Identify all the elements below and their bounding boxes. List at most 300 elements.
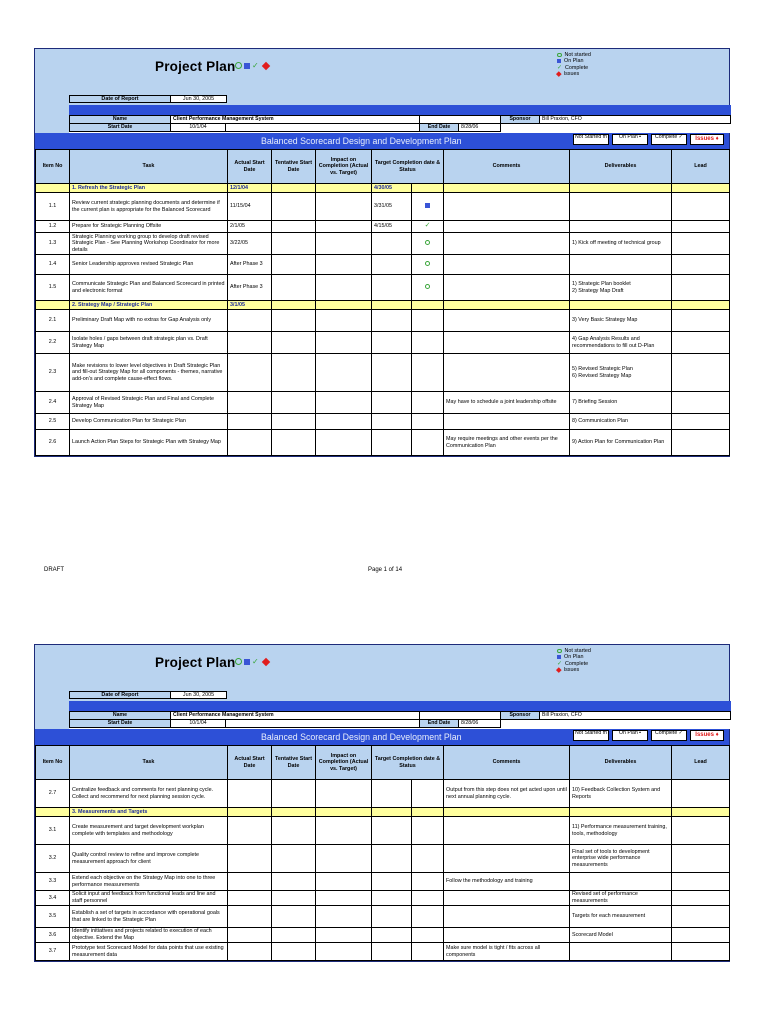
lead (672, 891, 730, 906)
item-no: 2.4 (36, 392, 70, 414)
not-started-icon (235, 62, 242, 69)
impact (316, 193, 372, 221)
blank-cell (225, 719, 420, 728)
status-cell (412, 414, 444, 430)
legend-on-plan: On Plan (564, 58, 584, 65)
banner-title: Balanced Scorecard Design and Development Plan (261, 136, 462, 146)
status-box-on-plan: On Plan ▪ (612, 134, 648, 145)
impact (316, 943, 372, 961)
lead (672, 817, 730, 845)
status-box-on-plan: On Plan ▪ (612, 730, 648, 741)
col-lead: Lead (672, 746, 730, 780)
lead (672, 193, 730, 221)
comments: Make sure model is tight / fits across all components (444, 943, 570, 961)
lead (672, 310, 730, 332)
section-target: 4/30/05 (372, 184, 412, 193)
impact (316, 310, 372, 332)
deliverables: Targets for each measurement (570, 906, 672, 928)
status-cell (412, 780, 444, 808)
section-blank (672, 301, 730, 310)
tentative-start (272, 275, 316, 301)
complete-icon: ✓ (424, 222, 431, 230)
section-row (36, 301, 730, 310)
status-cell (412, 891, 444, 906)
on-plan-icon (244, 659, 250, 665)
legend-not-started: Not started (564, 52, 591, 58)
status-cell (412, 845, 444, 873)
item-no: 2.1 (36, 310, 70, 332)
status-cell (412, 430, 444, 456)
item-no: 3.5 (36, 906, 70, 928)
table-row (36, 233, 730, 255)
sheet-header (35, 49, 729, 149)
item-no: 1.4 (36, 255, 70, 275)
section-actual-start: 12/1/04 (228, 184, 272, 193)
not-started-icon (425, 240, 430, 245)
project-plan-sheet-2 (34, 644, 730, 962)
legend-issues: Issues (563, 70, 580, 77)
task-text: Launch Action Plan Steps for Strategic Plan with Strategy Map (70, 430, 228, 456)
lead (672, 873, 730, 891)
item-no: 2.6 (36, 430, 70, 456)
impact (316, 275, 372, 301)
task-text: Approval of Revised Strategic Plan and Final and Complete Strategy Map (70, 392, 228, 414)
target-date (372, 332, 412, 354)
task-text: Extend each objective on the Strategy Map into one to three performance measurements (70, 873, 228, 891)
col-deliverables: Deliverables (570, 150, 672, 184)
not-started-icon (557, 53, 562, 58)
date-of-report-value: Jun 30, 2005 (171, 691, 227, 699)
col-target-completion: Target Completion date & Status (372, 150, 444, 184)
date-of-report-label: Date of Report (69, 95, 171, 103)
banner (35, 729, 729, 745)
status-cell (412, 193, 444, 221)
tentative-start (272, 354, 316, 392)
date-of-report-row (69, 691, 227, 699)
date-of-report-value: Jun 30, 2005 (171, 95, 227, 103)
status-cell (412, 310, 444, 332)
actual-start (228, 817, 272, 845)
target-date (372, 414, 412, 430)
not-started-icon (557, 649, 562, 654)
target-date: 3/31/05 (372, 193, 412, 221)
tentative-start (272, 193, 316, 221)
impact (316, 255, 372, 275)
comments (444, 817, 570, 845)
task-rows (36, 780, 730, 961)
status-boxes (573, 730, 724, 741)
sheet-header (35, 645, 729, 745)
target-date (372, 255, 412, 275)
tentative-start (272, 891, 316, 906)
deliverables: 3) Very Basic Strategy Map (570, 310, 672, 332)
tentative-start (272, 430, 316, 456)
target-date (372, 906, 412, 928)
section-title: 3. Measurements and Targets (70, 808, 228, 817)
name-label: Name (69, 711, 171, 720)
actual-start (228, 891, 272, 906)
section-blank (444, 808, 570, 817)
lead (672, 255, 730, 275)
deliverables: 11) Performance measurement training, tools, methodology (570, 817, 672, 845)
tentative-start (272, 414, 316, 430)
item-no: 1.3 (36, 233, 70, 255)
tentative-start (272, 906, 316, 928)
lead (672, 906, 730, 928)
project-plan-sheet-1 (34, 48, 730, 457)
lead (672, 845, 730, 873)
lead (672, 943, 730, 961)
end-date-value: 8/28/06 (458, 719, 501, 728)
actual-start (228, 310, 272, 332)
start-date-label: Start Date (69, 719, 171, 728)
status-box-issues: Issues ♦ (690, 730, 724, 741)
actual-start: 3/22/05 (228, 233, 272, 255)
col-target-completion: Target Completion date & Status (372, 746, 444, 780)
sponsor-value: Bill Praxion, CFO (539, 115, 731, 124)
not-started-icon (235, 658, 242, 665)
section-blank (272, 808, 316, 817)
table-row (36, 332, 730, 354)
lead (672, 275, 730, 301)
blank-cell (225, 123, 420, 132)
item-no: 2.2 (36, 332, 70, 354)
target-date (372, 430, 412, 456)
impact (316, 780, 372, 808)
not-started-icon (425, 261, 430, 266)
tentative-start (272, 392, 316, 414)
actual-start: 2/1/05 (228, 221, 272, 233)
col-comments: Comments (444, 746, 570, 780)
start-date-label: Start Date (69, 123, 171, 132)
banner (35, 133, 729, 149)
on-plan-icon (557, 655, 561, 659)
on-plan-icon (425, 203, 430, 208)
column-headers (36, 150, 730, 184)
section-row (36, 808, 730, 817)
section-blank (444, 184, 570, 193)
actual-start (228, 928, 272, 943)
deliverables (570, 255, 672, 275)
status-box-not-started: Not Started m (573, 134, 609, 145)
table-row (36, 392, 730, 414)
task-text: Review current strategic planning documents and determine if the current plan is appropriate for the Balanced Scorecard (70, 193, 228, 221)
comments (444, 845, 570, 873)
tentative-start (272, 255, 316, 275)
page-title: Project Plan (155, 655, 236, 670)
section-blank (570, 184, 672, 193)
on-plan-icon (244, 63, 250, 69)
tentative-start (272, 221, 316, 233)
status-box-complete: Complete ✓ (651, 134, 687, 145)
table-row (36, 817, 730, 845)
task-table (35, 149, 730, 456)
comments (444, 891, 570, 906)
col-task: Task (70, 150, 228, 184)
deliverables (570, 193, 672, 221)
section-row (36, 184, 730, 193)
task-text: Senior Leadership approves revised Strategic Plan (70, 255, 228, 275)
section-blank (316, 301, 372, 310)
complete-icon: ✓ (557, 660, 563, 667)
comments: Follow the methodology and training (444, 873, 570, 891)
actual-start (228, 906, 272, 928)
status-legend (557, 648, 591, 673)
task-text: Quality control review to refine and improve complete measurement approach for client (70, 845, 228, 873)
task-text: Prototype test Scorecard Model for data points that use existing measurement data (70, 943, 228, 961)
task-rows (36, 184, 730, 456)
sponsor-value: Bill Praxion, CFO (539, 711, 731, 720)
col-deliverables: Deliverables (570, 746, 672, 780)
legend-not-started: Not started (564, 648, 591, 654)
target-date (372, 845, 412, 873)
impact (316, 221, 372, 233)
tentative-start (272, 817, 316, 845)
table-row (36, 354, 730, 392)
table-row (36, 928, 730, 943)
item-no: 1.5 (36, 275, 70, 301)
item-no: 2.5 (36, 414, 70, 430)
status-box-complete: Complete ✓ (651, 730, 687, 741)
legend-issues: Issues (563, 666, 580, 673)
impact (316, 430, 372, 456)
comments: May require meetings and other events per the Communication Plan (444, 430, 570, 456)
table-row (36, 845, 730, 873)
sponsor-label: Sponsor (500, 711, 540, 720)
project-info (69, 115, 731, 133)
name-label: Name (69, 115, 171, 124)
status-cell (412, 255, 444, 275)
project-info (69, 711, 731, 729)
actual-start (228, 943, 272, 961)
task-text: Develop Communication Plan for Strategic Plan (70, 414, 228, 430)
deliverables: 1) Kick off meeting of technical group (570, 233, 672, 255)
col-tentative-start: Tentative Start Date (272, 746, 316, 780)
actual-start (228, 430, 272, 456)
deliverables (570, 221, 672, 233)
item-no: 1.1 (36, 193, 70, 221)
table-row (36, 943, 730, 961)
task-table (35, 745, 730, 961)
table-row (36, 193, 730, 221)
table-row (36, 221, 730, 233)
section-blank (272, 184, 316, 193)
actual-start: After Phase 3 (228, 255, 272, 275)
item-no: 3.7 (36, 943, 70, 961)
col-item-no: Item No (36, 746, 70, 780)
tentative-start (272, 845, 316, 873)
item-no: 2.3 (36, 354, 70, 392)
section-target (372, 301, 412, 310)
issues-icon (556, 667, 561, 672)
target-date (372, 392, 412, 414)
impact (316, 817, 372, 845)
target-date: 4/15/05 (372, 221, 412, 233)
deliverables (570, 873, 672, 891)
issues-icon (556, 71, 561, 76)
target-date (372, 817, 412, 845)
date-of-report-label: Date of Report (69, 691, 171, 699)
col-comments: Comments (444, 150, 570, 184)
footer-page-number: Page 1 of 14 (368, 567, 403, 573)
lead (672, 332, 730, 354)
end-date-value: 8/28/06 (458, 123, 501, 132)
comments (444, 255, 570, 275)
impact (316, 928, 372, 943)
impact (316, 354, 372, 392)
status-cell (412, 943, 444, 961)
comments (444, 193, 570, 221)
target-date (372, 310, 412, 332)
section-blank (672, 184, 730, 193)
lead (672, 414, 730, 430)
item-no: 3.2 (36, 845, 70, 873)
task-text: Create measurement and target development workplan complete with templates and methodology (70, 817, 228, 845)
actual-start (228, 354, 272, 392)
end-date-label: End Date (419, 719, 459, 728)
column-headers (36, 746, 730, 780)
status-cell (412, 221, 444, 233)
lead (672, 233, 730, 255)
status-box-not-started: Not Started m (573, 730, 609, 741)
date-of-report-row (69, 95, 227, 103)
legend-on-plan: On Plan (564, 654, 584, 661)
sponsor-label: Sponsor (500, 115, 540, 124)
status-cell (412, 817, 444, 845)
section-blank (36, 808, 70, 817)
comments: May have to schedule a joint leadership offsite (444, 392, 570, 414)
comments (444, 332, 570, 354)
col-impact: Impact on Completion (Actual vs. Target) (316, 150, 372, 184)
actual-start (228, 780, 272, 808)
page-title: Project Plan (155, 59, 236, 74)
impact (316, 392, 372, 414)
status-cell (412, 332, 444, 354)
deliverables: Final set of tools to development enterprise wide performance measurements (570, 845, 672, 873)
comments (444, 354, 570, 392)
section-blank (36, 184, 70, 193)
footer-draft: DRAFT (44, 567, 64, 573)
section-blank (412, 301, 444, 310)
deliverables: Revised set of performance measurements (570, 891, 672, 906)
status-cell (412, 873, 444, 891)
impact (316, 414, 372, 430)
actual-start (228, 873, 272, 891)
col-task: Task (70, 746, 228, 780)
status-boxes (573, 134, 724, 145)
table-row (36, 414, 730, 430)
status-cell (412, 354, 444, 392)
target-date (372, 943, 412, 961)
section-blank (570, 808, 672, 817)
end-date-label: End Date (419, 123, 459, 132)
project-name: Client Performance Management System (170, 711, 420, 720)
impact (316, 891, 372, 906)
comments (444, 928, 570, 943)
item-no: 2.7 (36, 780, 70, 808)
impact (316, 233, 372, 255)
tentative-start (272, 233, 316, 255)
target-date (372, 233, 412, 255)
complete-icon: ✓ (557, 64, 563, 71)
impact (316, 332, 372, 354)
comments (444, 233, 570, 255)
lead (672, 928, 730, 943)
comments (444, 275, 570, 301)
issues-icon (261, 657, 269, 665)
comments (444, 906, 570, 928)
deliverables: 9) Action Plan for Communication Plan (570, 430, 672, 456)
section-blank (444, 301, 570, 310)
complete-icon: ✓ (252, 61, 259, 70)
section-blank (672, 808, 730, 817)
table-row (36, 906, 730, 928)
status-icons (235, 658, 269, 665)
target-date (372, 873, 412, 891)
legend-complete: Complete (565, 660, 589, 667)
col-item-no: Item No (36, 150, 70, 184)
table-row (36, 891, 730, 906)
col-lead: Lead (672, 150, 730, 184)
legend-complete: Complete (565, 64, 589, 71)
section-target (372, 808, 412, 817)
item-no: 1.2 (36, 221, 70, 233)
header-band (69, 701, 731, 711)
task-text: Centralize feedback and comments for next planning cycle. Collect and recommend for next planning session cycle. (70, 780, 228, 808)
task-text: Make revisions to lower level objectives in Draft Strategic Plan and fill-out Strategy Map for all components - themes, narrative add-on's and complete cause-effect flows. (70, 354, 228, 392)
section-actual-start (228, 808, 272, 817)
table-row (36, 873, 730, 891)
table-row (36, 275, 730, 301)
tentative-start (272, 943, 316, 961)
issues-icon (261, 61, 269, 69)
impact (316, 873, 372, 891)
status-legend (557, 52, 591, 77)
deliverables: 7) Briefing Session (570, 392, 672, 414)
task-text: Strategic Planning working group to develop draft revised Strategic Plan - See Planning Workshop Coordinator for more details (70, 233, 228, 255)
deliverables: 5) Revised Strategic Plan 6) Revised Strategy Map (570, 354, 672, 392)
on-plan-icon (557, 59, 561, 63)
actual-start (228, 392, 272, 414)
table-row (36, 310, 730, 332)
target-date (372, 928, 412, 943)
actual-start: After Phase 3 (228, 275, 272, 301)
table-row (36, 430, 730, 456)
section-blank (412, 184, 444, 193)
item-no: 3.4 (36, 891, 70, 906)
deliverables: 10) Feedback Collection System and Reports (570, 780, 672, 808)
col-actual-start: Actual Start Date (228, 150, 272, 184)
lead (672, 392, 730, 414)
status-cell (412, 275, 444, 301)
status-box-issues: Issues ♦ (690, 134, 724, 145)
comments (444, 310, 570, 332)
tentative-start (272, 928, 316, 943)
table-row (36, 255, 730, 275)
col-actual-start: Actual Start Date (228, 746, 272, 780)
actual-start (228, 845, 272, 873)
item-no: 3.1 (36, 817, 70, 845)
project-name: Client Performance Management System (170, 115, 420, 124)
section-title: 1. Refresh the Strategic Plan (70, 184, 228, 193)
section-title: 2. Strategy Map / Strategic Plan (70, 301, 228, 310)
deliverables (570, 943, 672, 961)
task-text: Identify initiatives and projects related to execution of each objective. Extend the Map (70, 928, 228, 943)
banner-title: Balanced Scorecard Design and Development Plan (261, 732, 462, 742)
deliverables: Scorecard Model (570, 928, 672, 943)
section-blank (570, 301, 672, 310)
target-date (372, 275, 412, 301)
